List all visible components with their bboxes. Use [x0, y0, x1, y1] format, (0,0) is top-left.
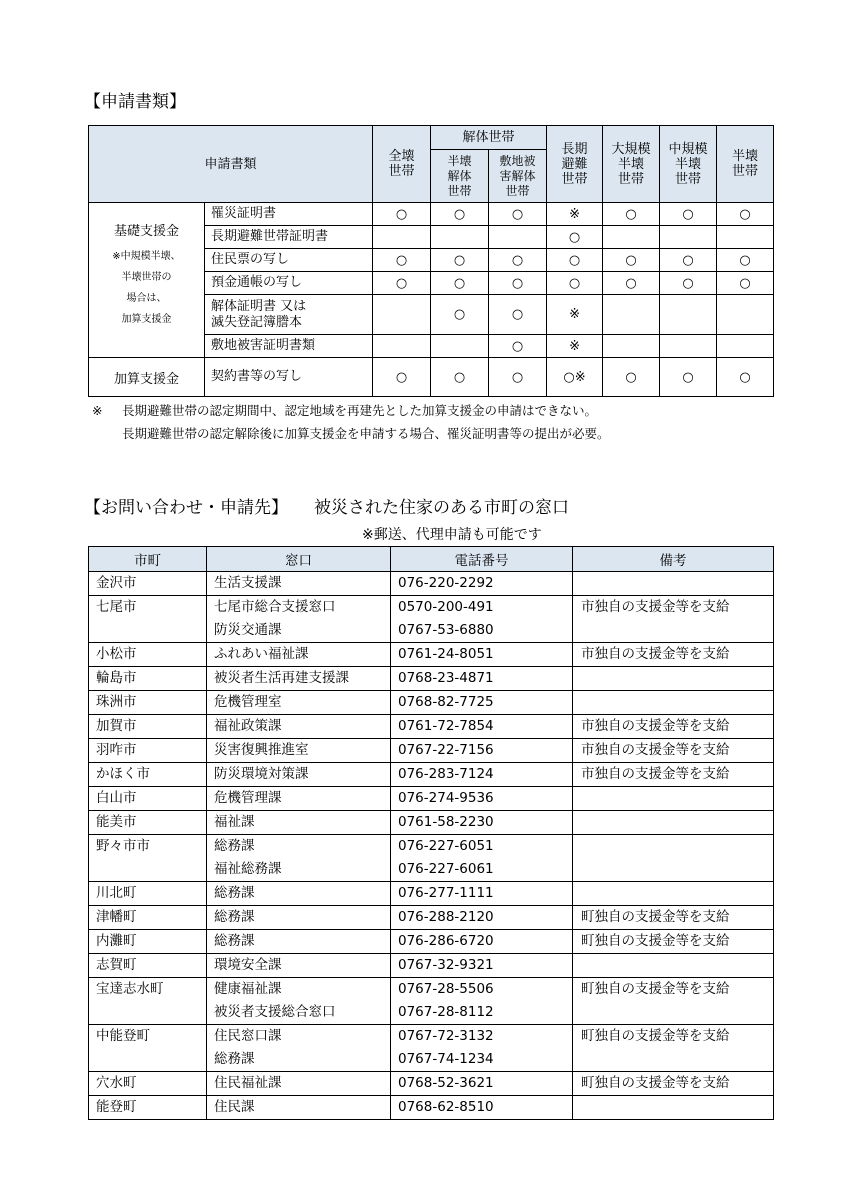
- city-cell: [89, 572, 207, 596]
- city-name: 小松市: [96, 646, 137, 662]
- remark-text: [581, 667, 773, 690]
- col-window: 窓口: [207, 547, 391, 572]
- mark-cell: ○※: [547, 358, 603, 397]
- remark-cell: [573, 811, 774, 835]
- remark-cell: [573, 835, 774, 882]
- window-cell: [207, 882, 391, 906]
- header-demolition-group: 解体世帯: [431, 126, 547, 150]
- mark-cell: ○: [717, 358, 774, 397]
- remark-cell: [573, 667, 774, 691]
- header-documents: 申請書類: [89, 126, 373, 203]
- city-cell: [89, 715, 207, 739]
- remark-text: 市独自の支援金等を支給: [581, 766, 730, 782]
- phone-number: 0761-72-7854: [398, 718, 494, 734]
- window-name: 健康福祉課: [214, 981, 282, 997]
- mark-cell: ○: [431, 203, 489, 226]
- phone-number: 076-283-7124: [398, 766, 494, 782]
- phone-cell: [391, 787, 573, 811]
- city-cell: [89, 643, 207, 667]
- phone-cell: [391, 643, 573, 667]
- mark-cell: [660, 295, 717, 335]
- window-name: 住民窓口課: [214, 1028, 282, 1044]
- mark-cell: [717, 295, 774, 335]
- table-row: [89, 643, 774, 667]
- table-row: [89, 667, 774, 691]
- phone-number: 0570-200-491: [398, 599, 494, 615]
- application-documents-heading: 【申請書類】: [84, 92, 186, 112]
- remark-cell: [573, 572, 774, 596]
- phone-number: 076-227-6051: [398, 838, 494, 854]
- mark-cell: ○: [660, 249, 717, 272]
- application-documents-table: [88, 125, 774, 397]
- phone-cell: [391, 715, 573, 739]
- remark-cell: [573, 787, 774, 811]
- mark-cell: ○: [603, 358, 660, 397]
- mark-cell: ○: [603, 203, 660, 226]
- remark-cell: [573, 596, 774, 643]
- window-name: 防災環境対策課: [214, 766, 309, 782]
- mark-cell: [603, 226, 660, 249]
- window-cell: [207, 787, 391, 811]
- city-name: 津幡町: [96, 909, 137, 925]
- remark-text: [581, 572, 773, 595]
- header-half-demolition: 半壊 解体 世帯: [431, 150, 489, 203]
- mark-cell: [373, 295, 431, 335]
- header-site-demolition: 敷地被 害解体 世帯: [489, 150, 547, 203]
- window-cell: [207, 739, 391, 763]
- window-cell: [207, 691, 391, 715]
- window-cell: [207, 643, 391, 667]
- table-row: [89, 739, 774, 763]
- table-row: [89, 835, 774, 882]
- contact-table-body: [89, 572, 774, 1120]
- contact-table: [88, 546, 774, 1120]
- mark-cell: ○: [373, 249, 431, 272]
- remark-cell: [573, 643, 774, 667]
- window-name: 福祉課: [214, 814, 255, 830]
- phone-cell: [391, 739, 573, 763]
- document-item: 罹災証明書: [205, 203, 373, 226]
- col-phone: 電話番号: [391, 547, 573, 572]
- window-name: 総務課: [214, 933, 255, 949]
- mark-cell: [431, 226, 489, 249]
- phone-number: 0767-72-3132: [398, 1028, 494, 1044]
- mark-cell: ○: [489, 335, 547, 358]
- window-cell: [207, 572, 391, 596]
- window-cell: [207, 811, 391, 835]
- phone-cell: [391, 691, 573, 715]
- table-row: [89, 763, 774, 787]
- contact-heading: [84, 497, 569, 519]
- mark-cell: ○: [717, 203, 774, 226]
- city-name: 能美市: [96, 814, 137, 830]
- mark-cell: ○: [717, 249, 774, 272]
- phone-number: 0761-24-8051: [398, 646, 494, 662]
- window-cell: [207, 930, 391, 954]
- mark-cell: [660, 335, 717, 358]
- phone-cell: [391, 882, 573, 906]
- mark-cell: [373, 335, 431, 358]
- phone-number: 0768-23-4871: [398, 670, 494, 686]
- window-name: 住民課: [214, 1099, 255, 1115]
- document-item: 契約書等の写し: [205, 358, 373, 397]
- city-cell: [89, 763, 207, 787]
- remark-text: [581, 811, 773, 834]
- window-name: 危機管理室: [214, 694, 282, 710]
- phone-cell: [391, 667, 573, 691]
- window-name: 防災交通課: [214, 622, 282, 638]
- remark-cell: [573, 930, 774, 954]
- city-name: かほく市: [96, 766, 150, 782]
- window-cell: [207, 1072, 391, 1096]
- table-row: [89, 1025, 774, 1072]
- mark-cell: ※: [547, 335, 603, 358]
- window-name: 住民福祉課: [214, 1075, 282, 1091]
- mark-cell: ○: [489, 358, 547, 397]
- remark-text: [581, 1096, 773, 1119]
- footnote-line-1: [92, 400, 597, 422]
- mark-cell: [717, 335, 774, 358]
- mark-cell: [373, 226, 431, 249]
- header-half: 半壊 世帯: [717, 126, 774, 203]
- remark-text: [581, 787, 773, 810]
- phone-cell: [391, 1025, 573, 1072]
- header-large-half: 大規模 半壊 世帯: [603, 126, 660, 203]
- document-item: 預金通帳の写し: [205, 272, 373, 295]
- remark-text: 市独自の支援金等を支給: [581, 599, 730, 615]
- mark-cell: ○: [717, 272, 774, 295]
- category-note: ※中規模半壊、 半壊世帯の 場合は、 加算支援金: [112, 251, 181, 325]
- table-row: [89, 787, 774, 811]
- basic-support-category: [89, 203, 205, 358]
- window-name: 被災者生活再建支援課: [214, 670, 349, 686]
- city-name: 七尾市: [96, 599, 137, 615]
- mark-cell: [603, 295, 660, 335]
- city-cell: [89, 978, 207, 1025]
- mark-cell: ○: [489, 203, 547, 226]
- window-name: 総務課: [214, 885, 255, 901]
- city-name: 穴水町: [96, 1075, 137, 1091]
- phone-number: 076-286-6720: [398, 933, 494, 949]
- remark-text: 町独自の支援金等を支給: [581, 1028, 730, 1044]
- mark-cell: ○: [547, 226, 603, 249]
- mark-cell: ○: [373, 272, 431, 295]
- city-name: 輪島市: [96, 670, 137, 686]
- city-cell: [89, 1072, 207, 1096]
- header-mid-half: 中規模 半壊 世帯: [660, 126, 717, 203]
- table-row: [89, 358, 774, 397]
- mark-cell: ○: [547, 249, 603, 272]
- city-cell: [89, 1025, 207, 1072]
- phone-cell: [391, 763, 573, 787]
- city-name: 内灘町: [96, 933, 137, 949]
- header-full-destruction: 全壊 世帯: [373, 126, 431, 203]
- phone-cell: [391, 572, 573, 596]
- mark-cell: ○: [431, 295, 489, 335]
- mark-cell: ○: [660, 203, 717, 226]
- city-name: 志賀町: [96, 957, 137, 973]
- mark-cell: ○: [431, 249, 489, 272]
- phone-number: 076-220-2292: [398, 575, 494, 591]
- city-cell: [89, 739, 207, 763]
- mark-cell: ○: [489, 295, 547, 335]
- table-row: [89, 906, 774, 930]
- phone-number: 0768-82-7725: [398, 694, 494, 710]
- phone-number: 0767-74-1234: [398, 1051, 494, 1067]
- phone-cell: [391, 906, 573, 930]
- city-name: 加賀市: [96, 718, 137, 734]
- table-row: [89, 930, 774, 954]
- phone-cell: [391, 1072, 573, 1096]
- phone-number: 0767-28-8112: [398, 1004, 494, 1020]
- window-name: 福祉政策課: [214, 718, 282, 734]
- window-cell: [207, 763, 391, 787]
- remark-text: [581, 882, 773, 905]
- phone-cell: [391, 954, 573, 978]
- window-cell: [207, 667, 391, 691]
- window-name: 総務課: [214, 1051, 255, 1067]
- window-name: 総務課: [214, 909, 255, 925]
- mark-cell: ※: [547, 203, 603, 226]
- mark-cell: ○: [660, 272, 717, 295]
- footnote-mark: ※: [92, 403, 103, 418]
- mark-cell: [717, 226, 774, 249]
- category-label: 基礎支援金: [113, 224, 179, 239]
- phone-cell: [391, 811, 573, 835]
- city-name: 金沢市: [96, 575, 137, 591]
- contact-subtitle: 被災された住家のある市町の窓口: [314, 498, 569, 518]
- window-name: 災害復興推進室: [214, 742, 309, 758]
- table-row: [89, 715, 774, 739]
- phone-number: 0767-22-7156: [398, 742, 494, 758]
- city-cell: [89, 596, 207, 643]
- city-name: 能登町: [96, 1099, 137, 1115]
- remark-cell: [573, 739, 774, 763]
- footnote-line-2: 長期避難世帯の認定解除後に加算支援金を申請する場合、罹災証明書等の提出が必要。: [122, 426, 610, 441]
- phone-cell: [391, 596, 573, 643]
- mark-cell: ○: [373, 203, 431, 226]
- remark-cell: [573, 882, 774, 906]
- document-item: 住民票の写し: [205, 249, 373, 272]
- city-cell: [89, 1096, 207, 1120]
- remark-cell: [573, 1025, 774, 1072]
- remark-cell: [573, 906, 774, 930]
- additional-support-category: 加算支援金: [89, 358, 205, 397]
- table-row: [89, 954, 774, 978]
- window-cell: [207, 596, 391, 643]
- table-row: [89, 203, 774, 226]
- mark-cell: ○: [431, 358, 489, 397]
- window-cell: [207, 954, 391, 978]
- city-cell: [89, 835, 207, 882]
- table-row: [89, 691, 774, 715]
- window-cell: [207, 715, 391, 739]
- city-name: 珠洲市: [96, 694, 137, 710]
- phone-number: 0768-62-8510: [398, 1099, 494, 1115]
- remark-cell: [573, 1096, 774, 1120]
- remark-text: 市独自の支援金等を支給: [581, 742, 730, 758]
- table-row: [89, 1072, 774, 1096]
- phone-number: 0767-32-9321: [398, 957, 494, 973]
- mark-cell: ○: [603, 249, 660, 272]
- phone-number: 0767-53-6880: [398, 622, 494, 638]
- remark-cell: [573, 1072, 774, 1096]
- remark-text: 町独自の支援金等を支給: [581, 981, 730, 997]
- mark-cell: ○: [373, 358, 431, 397]
- mark-cell: ○: [603, 272, 660, 295]
- table-row: [89, 1096, 774, 1120]
- col-remarks: 備考: [573, 547, 774, 572]
- city-cell: [89, 787, 207, 811]
- remark-cell: [573, 954, 774, 978]
- window-cell: [207, 978, 391, 1025]
- window-cell: [207, 1025, 391, 1072]
- city-cell: [89, 906, 207, 930]
- phone-cell: [391, 978, 573, 1025]
- remark-text: 市独自の支援金等を支給: [581, 718, 730, 734]
- remark-text: [581, 691, 773, 714]
- remark-text: 町独自の支援金等を支給: [581, 1075, 730, 1091]
- mark-cell: ○: [489, 272, 547, 295]
- city-cell: [89, 954, 207, 978]
- window-name: 七尾市総合支援窓口: [214, 599, 336, 615]
- remark-cell: [573, 715, 774, 739]
- window-name: 環境安全課: [214, 957, 282, 973]
- remark-text: [581, 835, 773, 858]
- phone-number: 076-227-6061: [398, 861, 494, 877]
- city-cell: [89, 882, 207, 906]
- mark-cell: [431, 335, 489, 358]
- city-name: 中能登町: [96, 1028, 150, 1044]
- table-row: [89, 572, 774, 596]
- window-name: 生活支援課: [214, 575, 282, 591]
- mark-cell: ○: [547, 272, 603, 295]
- city-cell: [89, 930, 207, 954]
- mail-proxy-note: ※郵送、代理申請も可能です: [362, 527, 542, 543]
- phone-number: 0768-52-3621: [398, 1075, 494, 1091]
- table-row: [89, 978, 774, 1025]
- remark-text: [581, 954, 773, 977]
- phone-cell: [391, 835, 573, 882]
- window-name: 危機管理課: [214, 790, 282, 806]
- mark-cell: [660, 226, 717, 249]
- remark-text: 市独自の支援金等を支給: [581, 646, 730, 662]
- document-item: 長期避難世帯証明書: [205, 226, 373, 249]
- city-name: 羽咋市: [96, 742, 137, 758]
- mark-cell: [603, 335, 660, 358]
- remark-cell: [573, 691, 774, 715]
- phone-number: 0761-58-2230: [398, 814, 494, 830]
- mark-cell: [489, 226, 547, 249]
- document-item: 敷地被害証明書類: [205, 335, 373, 358]
- phone-cell: [391, 930, 573, 954]
- city-name: 川北町: [96, 885, 137, 901]
- mark-cell: ○: [660, 358, 717, 397]
- phone-number: 076-274-9536: [398, 790, 494, 806]
- phone-number: 0767-28-5506: [398, 981, 494, 997]
- city-cell: [89, 691, 207, 715]
- city-name: 野々市市: [96, 838, 150, 854]
- mark-cell: ○: [431, 272, 489, 295]
- phone-number: 076-277-1111: [398, 885, 494, 901]
- remark-text: 町独自の支援金等を支給: [581, 933, 730, 949]
- window-name: 総務課: [214, 838, 255, 854]
- city-cell: [89, 811, 207, 835]
- document-item: 解体証明書 又は 滅失登記簿謄本: [205, 295, 373, 335]
- window-name: ふれあい福祉課: [214, 646, 309, 662]
- contact-title: 【お問い合わせ・申請先】: [84, 498, 288, 518]
- window-cell: [207, 906, 391, 930]
- table-row: [89, 596, 774, 643]
- window-name: 福祉総務課: [214, 861, 282, 877]
- table-row: [89, 882, 774, 906]
- col-city: 市町: [89, 547, 207, 572]
- remark-text: 町独自の支援金等を支給: [581, 909, 730, 925]
- phone-number: 076-288-2120: [398, 909, 494, 925]
- window-name: 被災者支援総合窓口: [214, 1004, 336, 1020]
- phone-cell: [391, 1096, 573, 1120]
- remark-cell: [573, 978, 774, 1025]
- city-name: 白山市: [96, 790, 137, 806]
- remark-cell: [573, 763, 774, 787]
- window-cell: [207, 1096, 391, 1120]
- header-long-evacuation: 長期 避難 世帯: [547, 126, 603, 203]
- city-cell: [89, 667, 207, 691]
- window-cell: [207, 835, 391, 882]
- city-name: 宝達志水町: [96, 981, 164, 997]
- mark-cell: ○: [489, 249, 547, 272]
- mark-cell: ※: [547, 295, 603, 335]
- table-row: [89, 811, 774, 835]
- footnote-text: 長期避難世帯の認定期間中、認定地域を再建先とした加算支援金の申請はできない。: [122, 403, 598, 418]
